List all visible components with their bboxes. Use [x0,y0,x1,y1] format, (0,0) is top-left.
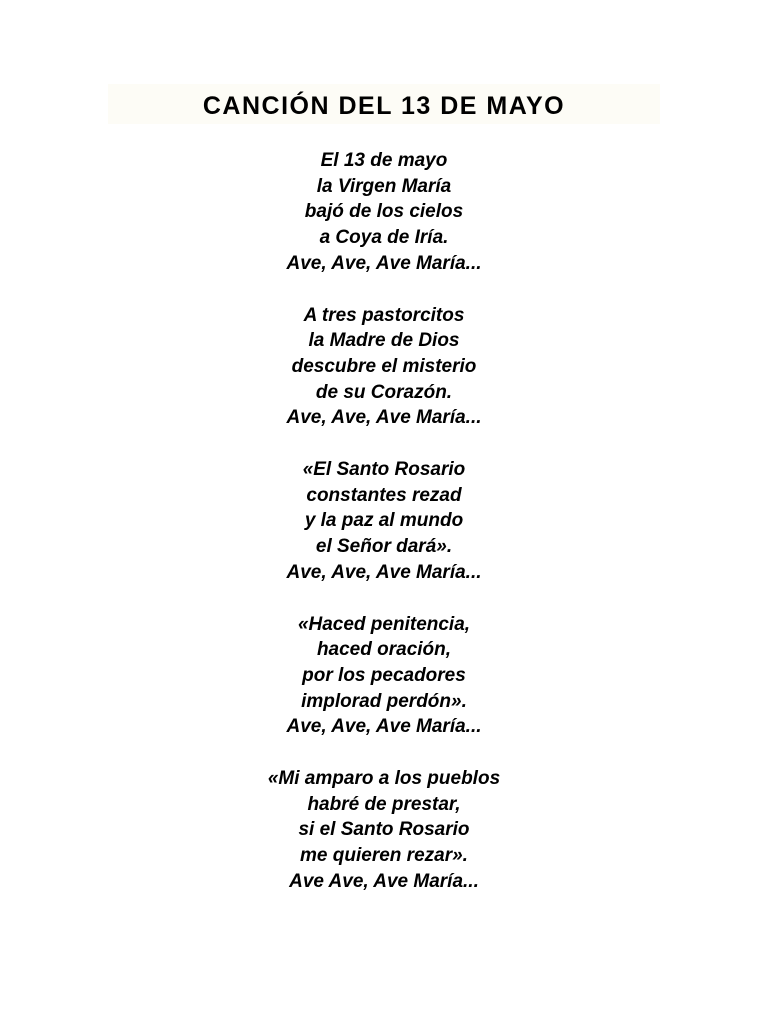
verse-line: «Mi amparo a los pueblos [267,768,501,790]
refrain-line: Ave, Ave, Ave María... [286,252,482,274]
page-title: CANCIÓN DEL 13 DE MAYO [202,92,566,120]
verse-line: descubre el misterio [291,355,477,377]
verse-line: me quieren rezar». [300,845,468,867]
verse-line: y la paz al mundo [304,510,464,532]
verse-line: la Virgen María [316,175,452,197]
stanza-1 [0,148,768,277]
verse-line: bajó de los cielos [304,201,464,223]
stanza-2 [0,303,768,432]
verse-line: de su Corazón. [315,381,453,403]
refrain-line: Ave, Ave, Ave María... [286,716,482,738]
verse-line: habré de prestar, [307,793,461,815]
verse-line: «El Santo Rosario [302,459,466,481]
stanza-4 [0,612,768,741]
verse-line: haced oración, [316,639,452,661]
refrain-line: Ave, Ave, Ave María... [286,561,482,583]
refrain-line: Ave Ave, Ave María... [289,870,479,892]
verse-line: si el Santo Rosario [298,819,470,841]
poem [0,148,768,921]
stanza-3 [0,457,768,586]
verse-line: «Haced penitencia, [297,613,471,635]
verse-line: constantes rezad [306,484,462,506]
verse-line: El 13 de mayo [320,150,448,171]
verse-line: por los pecadores [302,664,466,686]
verse-line: a Coya de Iría. [319,227,449,249]
verse-line: A tres pastorcitos [303,304,465,326]
verse-line: la Madre de Dios [308,330,460,352]
verse-line: el Señor dará». [315,536,453,558]
refrain-line: Ave, Ave, Ave María... [286,407,482,429]
stanza-5 [0,766,768,895]
verse-line: implorad perdón». [301,690,467,712]
